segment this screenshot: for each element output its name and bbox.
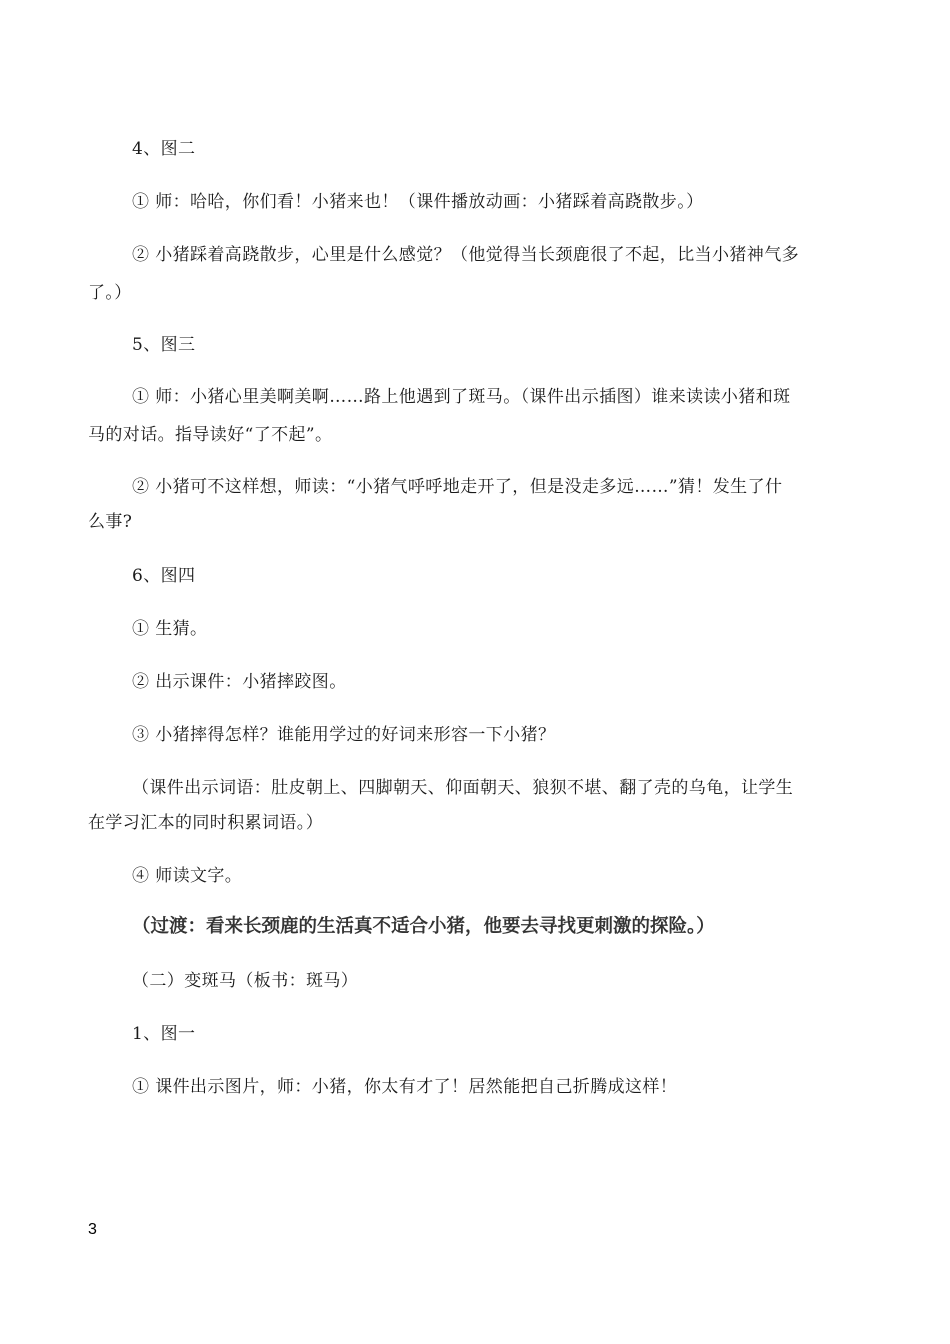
paragraph-line: ① 师：小猪心里美啊美啊……路上他遇到了斑马。（课件出示插图）谁来读读小猪和斑 [132, 387, 791, 407]
heading-figure-3: 5、图三 [132, 335, 196, 355]
paragraph-line: ② 出示课件：小猪摔跤图。 [132, 672, 347, 692]
section-heading-zebra: （二）变斑马（板书：斑马） [132, 971, 359, 991]
paragraph-line: ① 课件出示图片，师：小猪，你太有才了！居然能把自己折腾成这样！ [132, 1077, 678, 1097]
heading-figure-4: 6、图四 [132, 566, 196, 586]
paragraph-line: ④ 师读文字。 [132, 866, 243, 886]
paragraph-line: ③ 小猪摔得怎样？谁能用学过的好词来形容一下小猪？ [132, 725, 556, 745]
paragraph-line: 么事? [88, 512, 133, 532]
paragraph-line: （课件出示词语：肚皮朝上、四脚朝天、仰面朝天、狼狈不堪、翻了壳的乌龟，让学生 [132, 778, 794, 798]
paragraph-line: ② 小猪可不这样想，师读：“小猪气呼呼地走开了，但是没走多远……”猜！发生了什 [132, 477, 783, 497]
paragraph-line: ② 小猪踩着高跷散步，心里是什么感觉？（他觉得当长颈鹿很了不起，比当小猪神气多 [132, 245, 800, 265]
paragraph-line: 在学习汇本的同时积累词语。） [88, 813, 324, 833]
page-number: 3 [88, 1221, 97, 1238]
paragraph-line: 马的对话。指导读好“了不起”。 [88, 425, 333, 445]
heading-figure-1: 1、图一 [132, 1024, 196, 1044]
paragraph-line: ① 生猜。 [132, 619, 208, 639]
paragraph-line: 了。） [88, 283, 132, 303]
heading-figure-2: 4、图二 [132, 139, 196, 159]
paragraph-line: ① 师：哈哈，你们看！小猪来也！（课件播放动画：小猪踩着高跷散步。） [132, 192, 704, 212]
transition-note: （过渡：看来长颈鹿的生活真不适合小猪，他要去寻找更刺激的探险。） [132, 916, 715, 937]
